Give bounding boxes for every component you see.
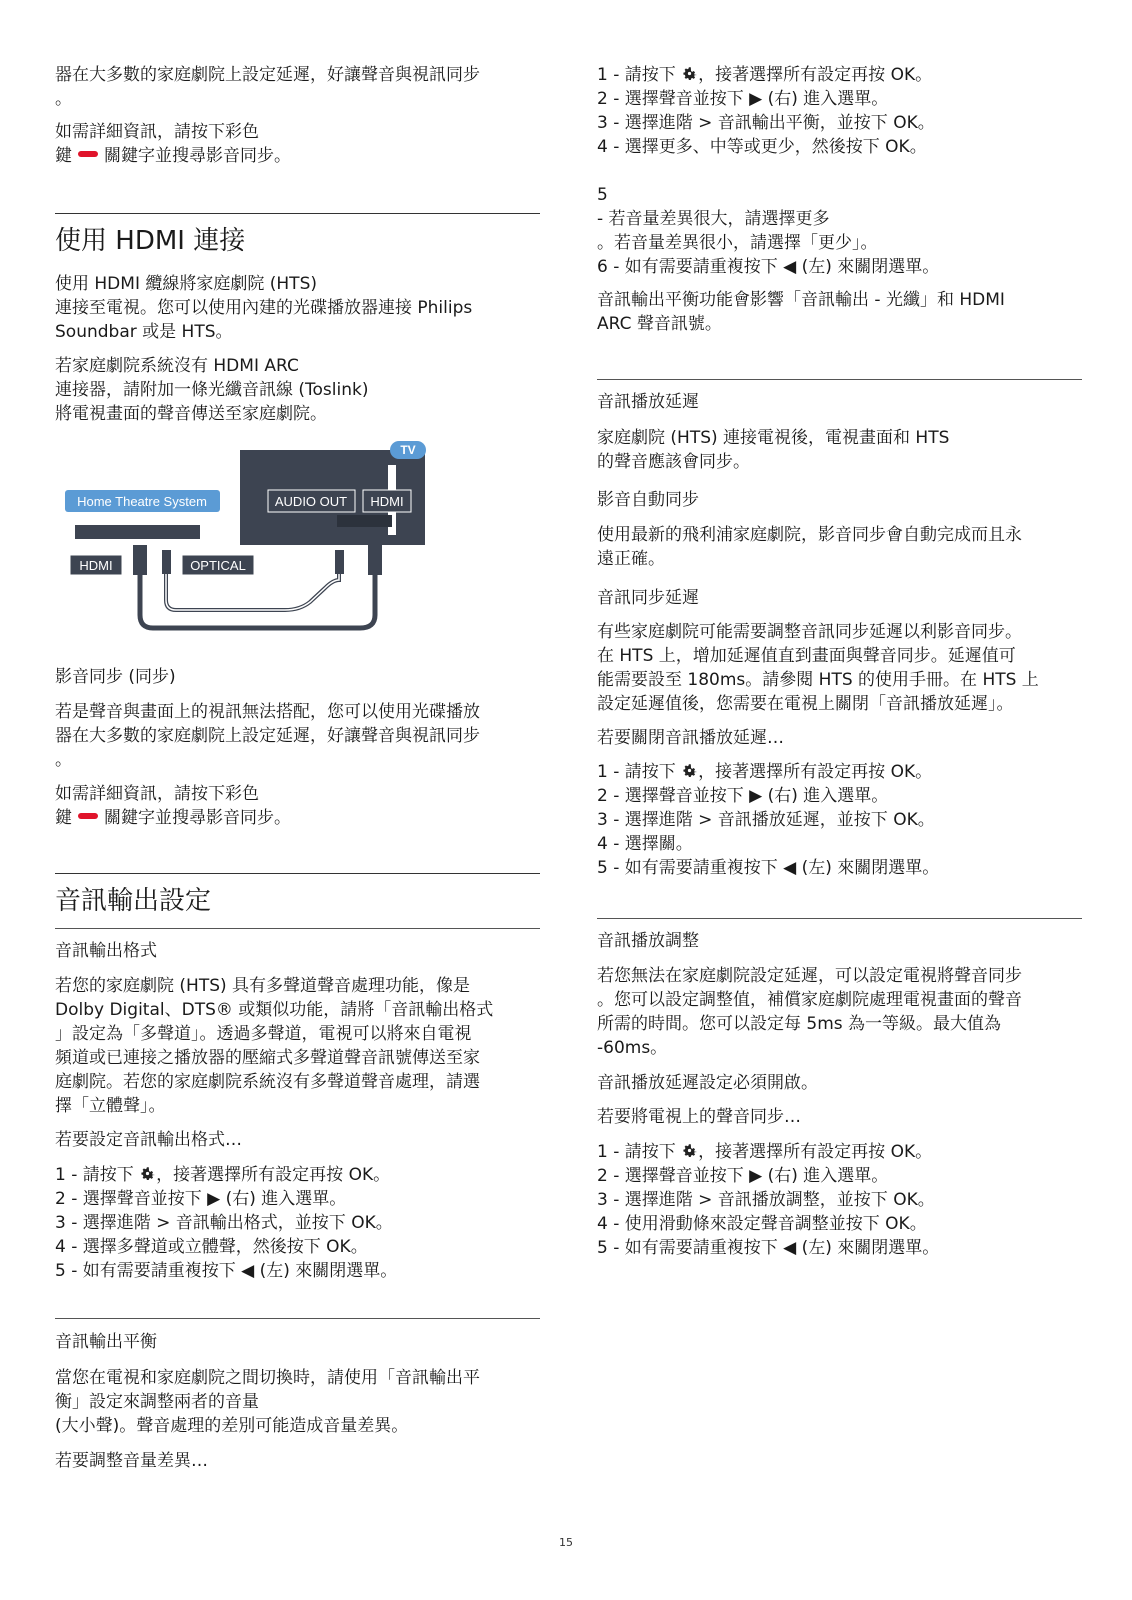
step-item [597, 760, 1082, 784]
step-item [597, 63, 1082, 87]
more-info-note [55, 120, 540, 168]
tv-optical-plug [335, 550, 344, 574]
step-item: 5 - 如有需要請重複按下 ◀ (左) 來關閉選單。 [55, 1261, 398, 1281]
balance-title: 音訊輸出平衡 [55, 1332, 157, 1352]
text-line: 衡」設定來調整兩者的音量 [55, 1392, 259, 1412]
key-label: 鍵 [55, 146, 72, 166]
av-more-info-note [55, 782, 540, 830]
hdmi-cable [140, 575, 375, 628]
text-line: 。 [55, 89, 72, 109]
text-line: 能需要設至 180ms。請參閱 HTS 的使用手冊。在 HTS 上 [597, 670, 1039, 690]
text-line: 擇「立體聲」。 [55, 1096, 166, 1116]
step-item: 3 - 選擇進階 > 音訊輸出格式，並按下 OK。 [55, 1213, 393, 1233]
sync-delay-title: 音訊同步延遲 [597, 588, 699, 608]
hts-optical-plug [162, 550, 171, 574]
optical-cable-outer [166, 574, 339, 610]
key-text: 關鍵字並搜尋影音同步。 [104, 146, 291, 166]
step-item: 3 - 選擇進階 > 音訊播放調整，並按下 OK。 [597, 1190, 935, 1210]
text-line: ARC 聲音訊號。 [597, 314, 722, 334]
sub-divider [55, 1318, 540, 1319]
delay-title: 音訊播放延遲 [597, 392, 699, 412]
text-line: 在 HTS 上，增加延遲值直到畫面與聲音同步。延遲值可 [597, 646, 1016, 666]
sub-divider [597, 918, 1082, 919]
section-divider [55, 213, 540, 214]
sub-divider [597, 379, 1082, 380]
sub-divider [55, 928, 540, 929]
step-item: 3 - 選擇進階 > 音訊播放延遲，並按下 OK。 [597, 810, 935, 830]
text-line: 。若音量差異很小，請選擇「更少」。 [597, 233, 878, 253]
text-line: 器在大多數的家庭劇院上設定延遲，好讓聲音與視訊同步 [55, 726, 480, 746]
text-line: 使用 HDMI 纜線將家庭劇院 (HTS) [55, 274, 317, 294]
adjust-steps [597, 1140, 1082, 1260]
step-item: 4 - 使用滑動條來設定聲音調整並按下 OK。 [597, 1214, 927, 1234]
text-line: 若您的家庭劇院 (HTS) 具有多聲道聲音處理功能，像是 [55, 976, 471, 996]
text-line: 6 - 如有需要請重複按下 ◀ (左) 來關閉選單。 [597, 257, 940, 277]
adjust-note: 音訊播放延遲設定必須開啟。 [597, 1073, 818, 1093]
step-item: 5 - 如有需要請重複按下 ◀ (左) 來關閉選單。 [597, 1238, 940, 1258]
audio-out-label: AUDIO OUT [274, 494, 348, 509]
delay-paragraph [597, 426, 1082, 474]
text-line: 遠正確。 [597, 549, 665, 569]
continued-paragraph [55, 63, 540, 111]
step-text: 1 - 請按下 [597, 65, 682, 85]
step-item: 4 - 選擇關。 [597, 834, 693, 854]
step-item [597, 1140, 1082, 1164]
auto-sync-title: 影音自動同步 [597, 490, 699, 510]
adjust-title: 音訊播放調整 [597, 931, 699, 951]
av-sync-title: 影音同步 (同步) [55, 667, 176, 687]
tv-hdmi-plug [368, 545, 382, 575]
text-line: 。您可以設定調整值，補償家庭劇院處理電視畫面的聲音 [597, 990, 1022, 1010]
balance-intro: 若要調整音量差異… [55, 1451, 208, 1471]
text-line: - 若音量差異很大，請選擇更多 [597, 209, 830, 229]
auto-sync-paragraph [597, 523, 1082, 571]
section-heading-hdmi: 使用 HDMI 連接 [55, 226, 246, 256]
balance-step-5-6 [597, 183, 1082, 279]
step-number: 5 [597, 185, 608, 205]
text-line: 當您在電視和家庭劇院之間切換時，請使用「音訊輸出平 [55, 1368, 480, 1388]
text-line: 。 [55, 750, 72, 770]
optical-cable-inner [166, 574, 339, 610]
red-color-key-icon [78, 813, 98, 819]
tv-hdmi-label: HDMI [370, 494, 404, 509]
text-line: 有些家庭劇院可能需要調整音訊同步延遲以利影音同步。 [597, 622, 1022, 642]
optical-label: OPTICAL [190, 558, 246, 573]
step-item: 5 - 如有需要請重複按下 ◀ (左) 來關閉選單。 [597, 858, 940, 878]
text-line: Soundbar 或是 HTS。 [55, 322, 233, 342]
text-line: (大小聲)。聲音處理的差別可能造成音量差異。 [55, 1416, 409, 1436]
hts-hdmi-label: HDMI [79, 558, 113, 573]
step-item: 2 - 選擇聲音並按下 ▶ (右) 進入選單。 [597, 89, 889, 109]
hdmi-paragraph-1 [55, 272, 540, 344]
text-line: -60ms。 [597, 1038, 668, 1058]
format-paragraph [55, 974, 540, 1118]
step-item: 3 - 選擇進階 > 音訊輸出平衡，並按下 OK。 [597, 113, 935, 133]
text-line: 音訊輸出平衡功能會影響「音訊輸出 - 光纖」和 HDMI [597, 290, 1005, 310]
text-line: 所需的時間。您可以設定每 5ms 為一等級。最大值為 [597, 1014, 1002, 1034]
text-line [55, 144, 540, 168]
text-line: Dolby Digital、DTS® 或類似功能，請將「音訊輸出格式 [55, 1000, 494, 1020]
off-steps [597, 760, 1082, 880]
text-line: 若是聲音與畫面上的視訊無法搭配，您可以使用光碟播放 [55, 702, 480, 722]
balance-paragraph [55, 1366, 540, 1438]
step-text: ，接著選擇所有設定再按 OK。 [698, 762, 933, 782]
balance-steps [597, 63, 1082, 159]
page-number: 15 [559, 1536, 573, 1549]
av-sync-paragraph [55, 700, 540, 772]
hdmi-connection-diagram [55, 430, 540, 645]
step-text: ，接著選擇所有設定再按 OK。 [156, 1165, 391, 1185]
tv-badge-text: TV [400, 443, 416, 457]
hts-hdmi-plug [133, 545, 147, 575]
text-line: 設定延遲值後，您需要在電視上關閉「音訊播放延遲」。 [597, 694, 1014, 714]
key-label: 鍵 [55, 808, 72, 828]
step-text: 1 - 請按下 [55, 1165, 140, 1185]
step-item: 2 - 選擇聲音並按下 ▶ (右) 進入選單。 [597, 1166, 889, 1186]
step-item: 2 - 選擇聲音並按下 ▶ (右) 進入選單。 [597, 786, 889, 806]
off-intro: 若要關閉音訊播放延遲… [597, 728, 784, 748]
format-steps [55, 1163, 540, 1283]
text-line: 使用最新的飛利浦家庭劇院，影音同步會自動完成而且永 [597, 525, 1022, 545]
text-line: 若您無法在家庭劇院設定延遲，可以設定電視將聲音同步 [597, 966, 1022, 986]
gear-icon [681, 1142, 698, 1159]
step-text: 1 - 請按下 [597, 1142, 682, 1162]
balance-note [597, 288, 1082, 336]
adjust-intro: 若要將電視上的聲音同步… [597, 1107, 801, 1127]
step-item: 4 - 選擇更多、中等或更少，然後按下 OK。 [597, 137, 927, 157]
gear-icon [681, 65, 698, 82]
text-line: 的聲音應該會同步。 [597, 452, 750, 472]
key-text: 關鍵字並搜尋影音同步。 [104, 808, 291, 828]
step-item [55, 1163, 540, 1187]
text-line: 如需詳細資訊，請按下彩色 [55, 122, 259, 142]
hts-label: Home Theatre System [77, 494, 207, 509]
step-text: ，接著選擇所有設定再按 OK。 [698, 1142, 933, 1162]
text-line: 連接器，請附加一條光纖音訊線 (Toslink) [55, 380, 369, 400]
format-title: 音訊輸出格式 [55, 941, 157, 961]
red-color-key-icon [78, 151, 98, 157]
sync-delay-paragraph [597, 620, 1082, 716]
text-line: 庭劇院。若您的家庭劇院系統沒有多聲道聲音處理，請選 [55, 1072, 480, 1092]
text-line: 如需詳細資訊，請按下彩色 [55, 784, 259, 804]
step-item: 2 - 選擇聲音並按下 ▶ (右) 進入選單。 [55, 1189, 347, 1209]
section-divider [55, 873, 540, 874]
text-line: 連接至電視。您可以使用內建的光碟播放器連接 Philips [55, 298, 473, 318]
step-text: 1 - 請按下 [597, 762, 682, 782]
step-text: ，接著選擇所有設定再按 OK。 [698, 65, 933, 85]
text-line: 將電視畫面的聲音傳送至家庭劇院。 [55, 404, 327, 424]
text-line: 若家庭劇院系統沒有 HDMI ARC [55, 356, 299, 376]
text-line [55, 806, 540, 830]
text-line: 」設定為「多聲道」。透過多聲道，電視可以將來自電視 [55, 1024, 472, 1044]
text-line: 家庭劇院 (HTS) 連接電視後，電視畫面和 HTS [597, 428, 950, 448]
hdmi-paragraph-2 [55, 354, 540, 426]
gear-icon [681, 762, 698, 779]
tv-port-block [337, 515, 392, 527]
format-intro: 若要設定音訊輸出格式… [55, 1130, 242, 1150]
gear-icon [139, 1165, 156, 1182]
adjust-paragraph [597, 964, 1082, 1060]
section-heading-audio-out: 音訊輸出設定 [55, 886, 212, 916]
hts-device [75, 525, 200, 539]
text-line: 頻道或已連接之播放器的壓縮式多聲道聲音訊號傳送至家 [55, 1048, 480, 1068]
step-item: 4 - 選擇多聲道或立體聲，然後按下 OK。 [55, 1237, 368, 1257]
text-line: 器在大多數的家庭劇院上設定延遲，好讓聲音與視訊同步 [55, 65, 480, 85]
